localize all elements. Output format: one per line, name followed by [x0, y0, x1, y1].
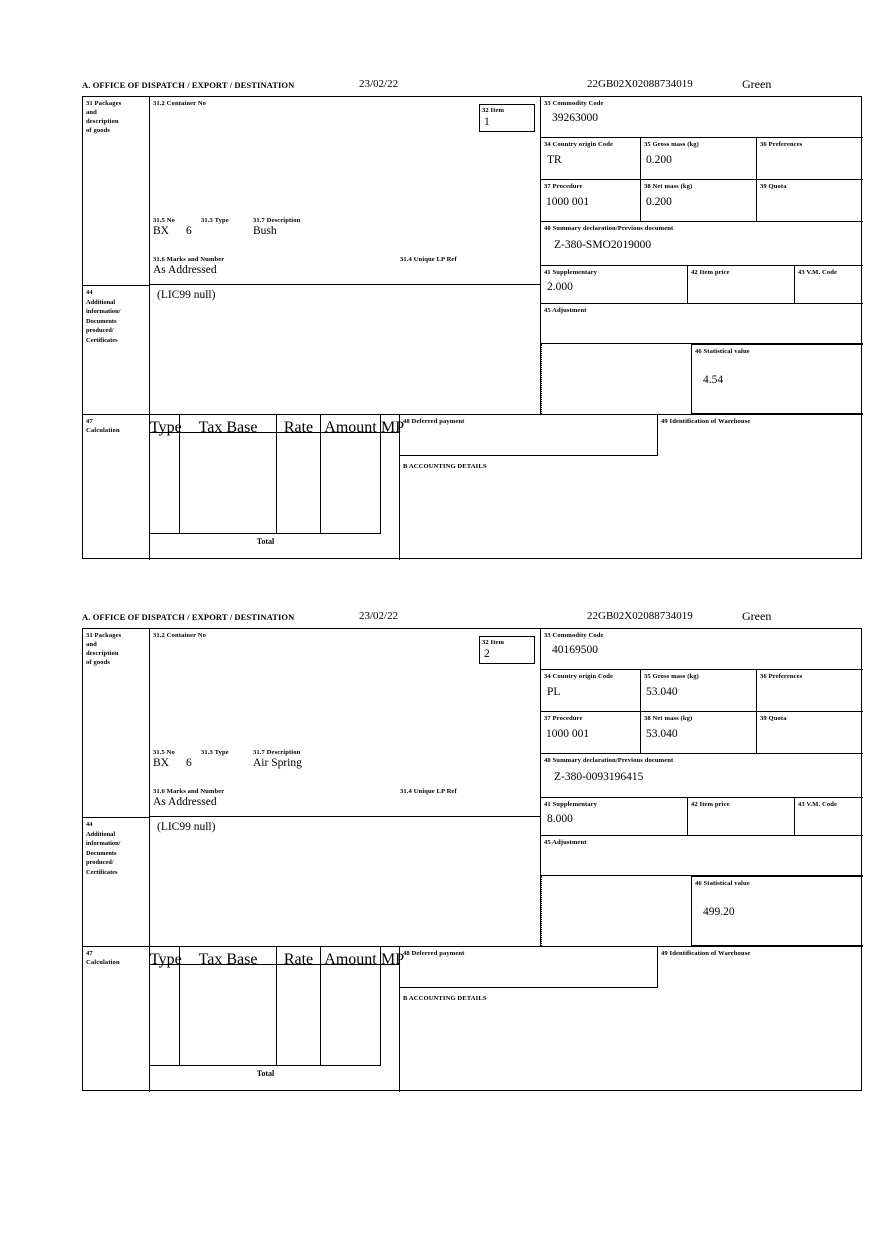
box31-no-value: BX — [153, 225, 169, 237]
box40-value: Z-380-SMO2019000 — [554, 239, 652, 251]
box47-cell-type[interactable] — [150, 433, 180, 533]
box41-value-2: 8.000 — [547, 813, 573, 825]
declaration-frame-2 — [82, 628, 862, 1091]
box31-no-label-2: 31.5 No — [153, 749, 175, 756]
box44-value: (LIC99 null) — [157, 289, 216, 301]
box48-deferred-payment-2[interactable]: 48 Deferred payment — [399, 946, 657, 988]
box37-value: 1000 001 — [546, 196, 590, 208]
box32-label-2: 32 Item — [482, 639, 505, 646]
box44-label-2: 44 Additional information/ Documents produced/ Certificates — [83, 817, 149, 946]
header-date-2: 23/02/22 — [359, 610, 399, 622]
box45-adjustment-2[interactable]: 45 Adjustment — [541, 836, 863, 876]
box33-commodity-code[interactable]: 33 Commodity Code 39263000 — [541, 97, 863, 138]
header-mrn: 22GB02X02088734019 — [587, 78, 693, 90]
box47-col-type-2: Type — [150, 947, 180, 965]
box47-cell-amount[interactable] — [321, 433, 381, 533]
box46-statistical-value[interactable]: 46 Statistical value 4.54 — [691, 344, 863, 414]
box47-total-label: Total — [150, 533, 381, 551]
box49-warehouse-id[interactable]: 49 Identification of Warehouse — [657, 414, 863, 456]
box39-quota[interactable]: 39 Quota — [757, 180, 863, 222]
box40-value-2: Z-380-0093196415 — [554, 771, 644, 783]
box31-description-label: 31.7 Description — [253, 217, 301, 224]
box47-calculation-table-2[interactable] — [149, 946, 405, 1092]
header-lane-2: Green — [742, 609, 772, 623]
box31-no-label: 31.5 No — [153, 217, 175, 224]
box40-summary-declaration[interactable]: 40 Summary declaration/Previous document Z-380-SMO2019000 — [541, 222, 863, 266]
box36-preferences-2[interactable]: 36 Preferences — [757, 670, 863, 712]
box31-marks-value-2: As Addressed — [153, 796, 217, 808]
box32-item — [479, 104, 535, 132]
box41-value: 2.000 — [547, 281, 573, 293]
box47-cell-taxbase[interactable] — [180, 433, 277, 533]
box47-col-rate: Rate — [277, 415, 321, 433]
box44-label: 44 Additional information/ Documents produced/ Certificates — [83, 285, 149, 414]
box47-col-rate-2: Rate — [277, 947, 321, 965]
box39-quota-2[interactable]: 39 Quota — [757, 712, 863, 754]
box31-marks-value: As Addressed — [153, 264, 217, 276]
box47-cell-type-2[interactable] — [150, 965, 180, 1065]
declaration-frame — [82, 96, 862, 559]
box31-marks-label-2: 31.6 Marks and Number — [153, 788, 225, 795]
box31-container-label-2: 31.2 Container No — [153, 632, 207, 639]
box31-lp-label: 31.4 Unique LP Ref — [400, 256, 457, 263]
box44-content[interactable] — [149, 285, 541, 414]
box31-description-label-2: 31.7 Description — [253, 749, 301, 756]
form-header-2 — [82, 609, 864, 628]
box35-gross-mass[interactable]: 35 Gross mass (kg) 0.200 — [641, 138, 757, 180]
box31-lp-label-2: 31.4 Unique LP Ref — [400, 788, 457, 795]
box31-type-value: 6 — [186, 225, 192, 237]
box36-preferences[interactable]: 36 Preferences — [757, 138, 863, 180]
box34-country-origin-2[interactable]: 34 Country origin Code PL — [541, 670, 641, 712]
header-mrn-2: 22GB02X02088734019 — [587, 610, 693, 622]
boxB-accounting-details[interactable]: B ACCOUNTING DETAILS — [399, 456, 863, 560]
office-of-dispatch-label: A. OFFICE OF DISPATCH / EXPORT / DESTINATION — [82, 80, 295, 90]
box38-net-mass-2[interactable]: 38 Net mass (kg) 53.040 — [641, 712, 757, 754]
box47-cell-mp[interactable] — [381, 433, 400, 551]
box47-total-label-2: Total — [150, 1065, 381, 1083]
box34-value-2: PL — [547, 686, 561, 698]
boxB-accounting-details-2[interactable]: B ACCOUNTING DETAILS — [399, 988, 863, 1092]
box37-procedure-2[interactable]: 37 Procedure 1000 001 — [541, 712, 641, 754]
box47-calculation-table[interactable] — [149, 414, 405, 560]
box31-description-value: Bush — [253, 225, 277, 237]
box35-value: 0.200 — [646, 154, 672, 166]
box47-col-taxbase: Tax Base — [180, 415, 277, 433]
box34-country-origin[interactable]: 34 Country origin Code TR — [541, 138, 641, 180]
box31-description-value-2: Air Spring — [253, 757, 302, 769]
header-date: 23/02/22 — [359, 78, 399, 90]
office-of-dispatch-label-2: A. OFFICE OF DISPATCH / EXPORT / DESTINATION — [82, 612, 295, 622]
box44-content-2[interactable] — [149, 817, 541, 946]
box35-gross-mass-2[interactable]: 35 Gross mass (kg) 53.040 — [641, 670, 757, 712]
box41-supplementary-2[interactable]: 41 Supplementary 8.000 — [541, 798, 688, 836]
box47-col-mp: MP — [381, 415, 400, 433]
box47-cell-rate[interactable] — [277, 433, 321, 533]
box31-type-value-2: 6 — [186, 757, 192, 769]
box31-label-2: 31 Packages and description of goods — [86, 632, 122, 666]
box32-value-2: 2 — [484, 648, 490, 660]
box49-warehouse-id-2[interactable]: 49 Identification of Warehouse — [657, 946, 863, 988]
box31-container-label: 31.2 Container No — [153, 100, 207, 107]
header-lane: Green — [742, 77, 772, 91]
box38-value: 0.200 — [646, 196, 672, 208]
box33-value-2: 40169500 — [552, 644, 598, 656]
box31-type-label: 31.3 Type — [201, 217, 229, 224]
box33-commodity-code-2[interactable]: 33 Commodity Code 40169500 — [541, 629, 863, 670]
box46-value-2: 499.20 — [703, 906, 735, 918]
box47-col-amount: Amount — [321, 415, 381, 433]
box32-value: 1 — [484, 116, 490, 128]
box47-col-taxbase-2: Tax Base — [180, 947, 277, 965]
box47-cell-rate-2[interactable] — [277, 965, 321, 1065]
declaration-form-item-2 — [82, 609, 864, 1091]
box46-statistical-value-2[interactable]: 46 Statistical value 499.20 — [691, 876, 863, 946]
box47-col-mp-2: MP — [381, 947, 400, 965]
box42-item-price-2[interactable]: 42 Item price — [688, 798, 795, 836]
box46-divider — [541, 344, 691, 414]
box40-summary-declaration-2[interactable]: 40 Summary declaration/Previous document Z-380-0093196415 — [541, 754, 863, 798]
box33-value: 39263000 — [552, 112, 598, 124]
box31-marks-label: 31.6 Marks and Number — [153, 256, 225, 263]
box47-cell-mp-2[interactable] — [381, 965, 400, 1083]
box42-item-price[interactable]: 42 Item price — [688, 266, 795, 304]
box47-cell-amount-2[interactable] — [321, 965, 381, 1065]
box48-deferred-payment[interactable]: 48 Deferred payment — [399, 414, 657, 456]
box31-label: 31 Packages and description of goods — [86, 100, 122, 134]
box47-col-type: Type — [150, 415, 180, 433]
box38-value-2: 53.040 — [646, 728, 678, 740]
box37-value-2: 1000 001 — [546, 728, 590, 740]
form-header — [82, 77, 864, 96]
box31-no-value-2: BX — [153, 757, 169, 769]
box47-col-amount-2: Amount — [321, 947, 381, 965]
box46-divider-2 — [541, 876, 691, 946]
declaration-form-item-1 — [82, 77, 864, 559]
box46-value: 4.54 — [703, 374, 724, 386]
box34-value: TR — [547, 154, 562, 166]
box32-item-2 — [479, 636, 535, 664]
box43-vm-code-2[interactable]: 43 V.M. Code — [795, 798, 863, 836]
box47-label-2: 47 Calculation — [83, 946, 149, 1092]
box43-vm-code[interactable]: 43 V.M. Code — [795, 266, 863, 304]
box31-type-label-2: 31.3 Type — [201, 749, 229, 756]
box32-label: 32 Item — [482, 107, 505, 114]
box41-supplementary[interactable]: 41 Supplementary 2.000 — [541, 266, 688, 304]
box47-label: 47 Calculation — [83, 414, 149, 560]
box37-procedure[interactable]: 37 Procedure 1000 001 — [541, 180, 641, 222]
box38-net-mass[interactable]: 38 Net mass (kg) 0.200 — [641, 180, 757, 222]
box44-value-2: (LIC99 null) — [157, 821, 216, 833]
box35-value-2: 53.040 — [646, 686, 678, 698]
box47-cell-taxbase-2[interactable] — [180, 965, 277, 1065]
box45-adjustment[interactable]: 45 Adjustment — [541, 304, 863, 344]
